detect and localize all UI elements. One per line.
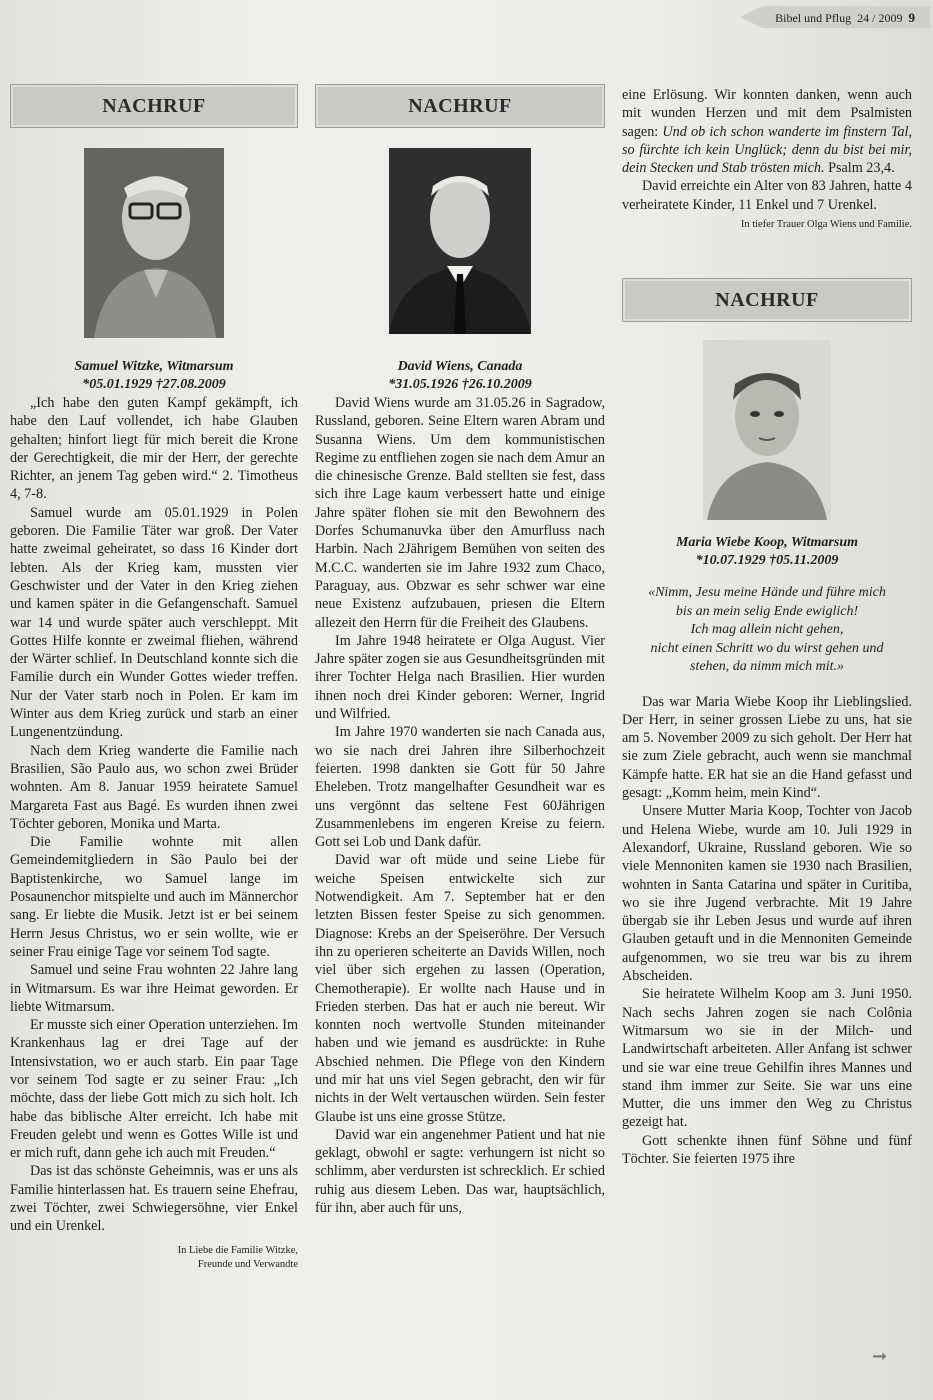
paragraph: Im Jahre 1970 wanderten sie nach Canada aus, wo sie nach drei Jahren ihre Silberhochzeit feierten. 1998 dankten sie Gott für 50 Jahre Eheleben. Trotz mangelhafter Gesundheit war es uns vergönnt das seltene Fest 60Jährigen Zusammenlebens im engeren Kreise zu feiern. Gott sei Lob und Dank dafür. <box>315 724 605 851</box>
paragraph: „Ich habe den guten Kampf gekämpft, ich habe den Lauf vollendet, ich habe Glauben gehalten; hinfort liegt für mich bereit die Krone der Gerechtigkeit, die mir der Herr, der gerechte Richter, an jenem Tag geben wird.“ 2. Timotheus 4, 7-8. <box>10 395 298 503</box>
paragraph: Die Familie wohnte mit allen Gemeindemitgliedern in São Paulo bei der Baptistenkirche, wo Samuel lange im Posaunenchor mitspielte und auch im Männerchor sang. Er liebte die Musik. Jetzt ist er bei seinem Herrn Jesus Christus, wo er sein wollte, wie er seiner Frau einige Tage vor seinem Tod sagte. <box>10 834 298 960</box>
paragraph: Das ist das schönste Geheimnis, was er uns als Familie hinterlassen hat. Es trauern seine Ehefrau, zwei Töchter, zwei Schwiegersöhne, vier Enkel und ein Urenkel. <box>10 1163 298 1235</box>
arrow-right-icon: ➞ <box>872 1346 888 1366</box>
poem-line: «Nimm, Jesu meine Hände und führe mich <box>648 585 886 601</box>
deceased-name: David Wiens, Canada <box>397 359 523 374</box>
paragraph: Sie heiratete Wilhelm Koop am 3. Juni 1950. Nach sechs Jahren zogen sie nach Colônia Witmarsum wo sie in der Milch- und Landwirtschaft arbeiteten. Aller Anfang ist schwer und sie war eine treue Gehilfin ihres Mannes und stand ihm immer zur Seite. Sie war uns eine Mutter, die uns immer den Weg zu Christus gezeigt hat. <box>622 986 912 1131</box>
column-three <box>622 86 912 1168</box>
paragraph: Im Jahre 1948 heiratete er Olga August. Vier Jahre später zogen sie aus Gesundheitsgründen mit ihrer Tochter Helga nach Brasilien. Hier wurden ihnen noch drei Kinder geboren: Werner, Ingrid und Wilfried. <box>315 632 605 723</box>
paragraph: Samuel und seine Frau wohnten 22 Jahre lang in Witmarsum. Es war ihre Heimat geworden. Er liebte Witmarsum. <box>10 962 298 1015</box>
paragraph: Samuel wurde am 05.01.1929 in Polen geboren. Die Familie Täter war groß. Der Vater hatte zweimal geheiratet, so dass 16 Kinder dort lebten. Als der Krieg kam, mussten vier Geschwister und der Vater in den Krieg ziehen und kamen später in die Gefangenschaft. Samuel war 14 und wurde später auch verschleppt. Mit Gottes Hilfe konnte er zweimal fliehen, während der Wärter schlief. In Deutschland konnte sich die Familie durch ein Wunder Gottes wieder treffen. Nur der Vater starb noch in Polen. Er kam im Winter aus dem Krieg zurück und starb an einer Lungenentzündung. <box>10 504 298 741</box>
signature: In tiefer Trauer Olga Wiens und Familie. <box>740 219 912 231</box>
obituary-caption <box>10 358 298 394</box>
deceased-name: Maria Wiebe Koop, Witmarsum <box>675 535 859 551</box>
portrait-photo-wiens <box>389 148 531 334</box>
paragraph: David war oft müde und seine Liebe für weiche Speisen entwickelte sich zur Notwendigkeit. Am 7. September hat er den letzten Bissen fester Speise zu sich genommen. Diagnose: Krebs an der Speiseröhre. Der Versuch ihn zu operieren scheiterte an Davids Willen, noch viel über sich ergehen zu lassen (Operation, Chemotherapie). Er wollte nach Hause und in Frieden sterben. Das hat er auch nie bereut. Wir konnten noch wertvolle Stunden miteinander haben und wie jemand es ausdrückte: in Ruhe Abschied nehmen. Die Pflege von den Kindern und mir hat uns viel Segen gebracht, den wir für nichts in der Welt vertauschen würden. Sein fester Glaube ist uns eine grosse Stütze. <box>315 852 605 1125</box>
psalm-reference: Psalm 23,4. <box>824 160 895 177</box>
continued-paragraph <box>622 86 912 177</box>
paragraph: Nach dem Krieg wanderte die Familie nach Brasilien, São Paulo aus, wo schon zwei Brüder wohnten. Am 8. Januar 1959 heiratete Samuel Margareta Fast aus Bagé. Es wurden ihnen zwei Töchter geboren, Monika und Marta. <box>10 742 298 832</box>
page-number: 9 <box>908 10 915 25</box>
portrait-photo-witzke <box>84 148 224 338</box>
magazine-title: Bibel und Pflug <box>775 10 852 25</box>
obituary-david-wiens <box>315 84 605 1217</box>
life-dates: *10.07.1929 †05.11.2009 <box>695 553 839 569</box>
paragraph: David Wiens wurde am 31.05.26 in Sagradow, Russland, geboren. Seine Eltern waren Abram und Susanna Wiens. Um dem kommunistischen Regime zu entfliehen zogen sie nach dem Amur an die chinesische Grenze. Bald stellten sie fest, dass sich ihre Lage kaum verbessert hatte und einige Jahre später flohen sie mit den Bewohnern des Dorfes Schumanuvka über den Amurfluss nach Harbin. Nach 2Jährigem Bemühen von seiten des M.C.C. wanderten sie im Jahre 1932 zum Chaco, Paraguay, aus. Obzwar es sehr schwer war eine neue Existenz aufzubauen, priesen die Eltern allezeit den Herrn für die Freiheit des Glaubens. <box>315 395 605 631</box>
paragraph: Gott schenkte ihnen fünf Söhne und fünf Töchter. Sie feierten 1975 ihre <box>622 1132 912 1167</box>
signature <box>10 1244 298 1272</box>
nachruf-banner: NACHRUF <box>315 84 605 128</box>
page-header <box>775 10 915 26</box>
nachruf-banner: NACHRUF <box>10 84 298 128</box>
psalm-quote: Und ob ich schon wanderte im finstern Tal, so fürchte ich kein Unglück; denn du bist bei mir, dein Stecken und Stab trösten mich. <box>622 123 912 177</box>
life-dates: *05.01.1929 †27.08.2009 <box>82 377 226 392</box>
life-dates: *31.05.1926 †26.10.2009 <box>388 377 532 392</box>
portrait-photo-koop <box>703 340 831 520</box>
paragraph: Er musste sich einer Operation unterziehen. Im Krankenhaus lag er drei Tage auf der Intensivstation, wo er auch starb. Ein paar Tage vor seinem Tod sagte er zu seiner Frau: „Ich möchte, dass der liebe Gott mich zu sich holt. Ich habe das biblische Alter erreicht. Ich habe mit Freuden gelebt und wenn es Gottes Wille ist und er mich ruft, dann gehe ich auch mit Freuden.“ <box>10 1017 298 1162</box>
hymn-poem <box>622 584 912 677</box>
paragraph: David war ein angenehmer Patient und hat nie geklagt, obwohl er sagte: verhungern ist nicht so schlimm, aber verdursten ist schrecklich. Er schied ruhig aus diesem Leben. Das war, hauptsächlich, für ihn, aber auch für uns, <box>315 1126 605 1217</box>
poem-line: nicht einen Schritt wo du wirst gehen und <box>650 640 884 656</box>
paragraph: Unsere Mutter Maria Koop, Tochter von Jacob und Helena Wiebe, wurde am 10. Juli 1929 in Alexandorf, Ukraine, Russland geboren. Wie so viele Mennoniten kamen sie 1930 nach Brasilien, wohnten in Santa Catarina und später in Curitiba, wo sie ihre Jugend verbrachte. Mit 19 Jahre übergab sie ihr Leben Jesus und wurde auf ihren Glauben getauft und in die Mennoniten Gemeinde aufgenommen, wo sie treu war bis zu ihrem Abscheiden. <box>622 803 912 985</box>
signature-line: In Liebe die Familie Witzke, <box>177 1244 298 1256</box>
continuation-text: eine Erlösung. Wir konnten danken, wenn auch mit wunden Herzen und mit dem Psalmisten sagen: <box>622 87 912 140</box>
poem-line: bis an mein selig Ende ewiglich! <box>675 603 859 619</box>
paragraph: Das war Maria Wiebe Koop ihr Lieblingslied. Der Herr, in seiner grossen Liebe zu uns, hat sie am 5. November 2009 zu sich geholt. Der Herr hat sie zum Ziele gebracht, auch wenn sie manchmal Kämpfe hatte. ER hat sie an die Hand gefasst und gesagt: „Komm heim, mein Kind“. <box>622 693 912 802</box>
obituary-caption <box>622 534 912 570</box>
poem-line: Ich mag allein nicht gehen, <box>690 622 844 638</box>
obituary-caption <box>315 358 605 394</box>
obituary-samuel-witzke <box>10 84 298 1272</box>
deceased-name: Samuel Witzke, Witmarsum <box>74 359 234 374</box>
signature-line: Freunde und Verwandte <box>197 1258 298 1270</box>
issue-number: 24 / 2009 <box>857 10 903 25</box>
paragraph: David erreichte ein Alter von 83 Jahren, hatte 4 verheiratete Kinder, 11 Enkel und 7 Urenkel. <box>622 178 912 213</box>
poem-line: stehen, da nimm mich mit.» <box>690 659 844 675</box>
nachruf-banner: NACHRUF <box>622 278 912 322</box>
